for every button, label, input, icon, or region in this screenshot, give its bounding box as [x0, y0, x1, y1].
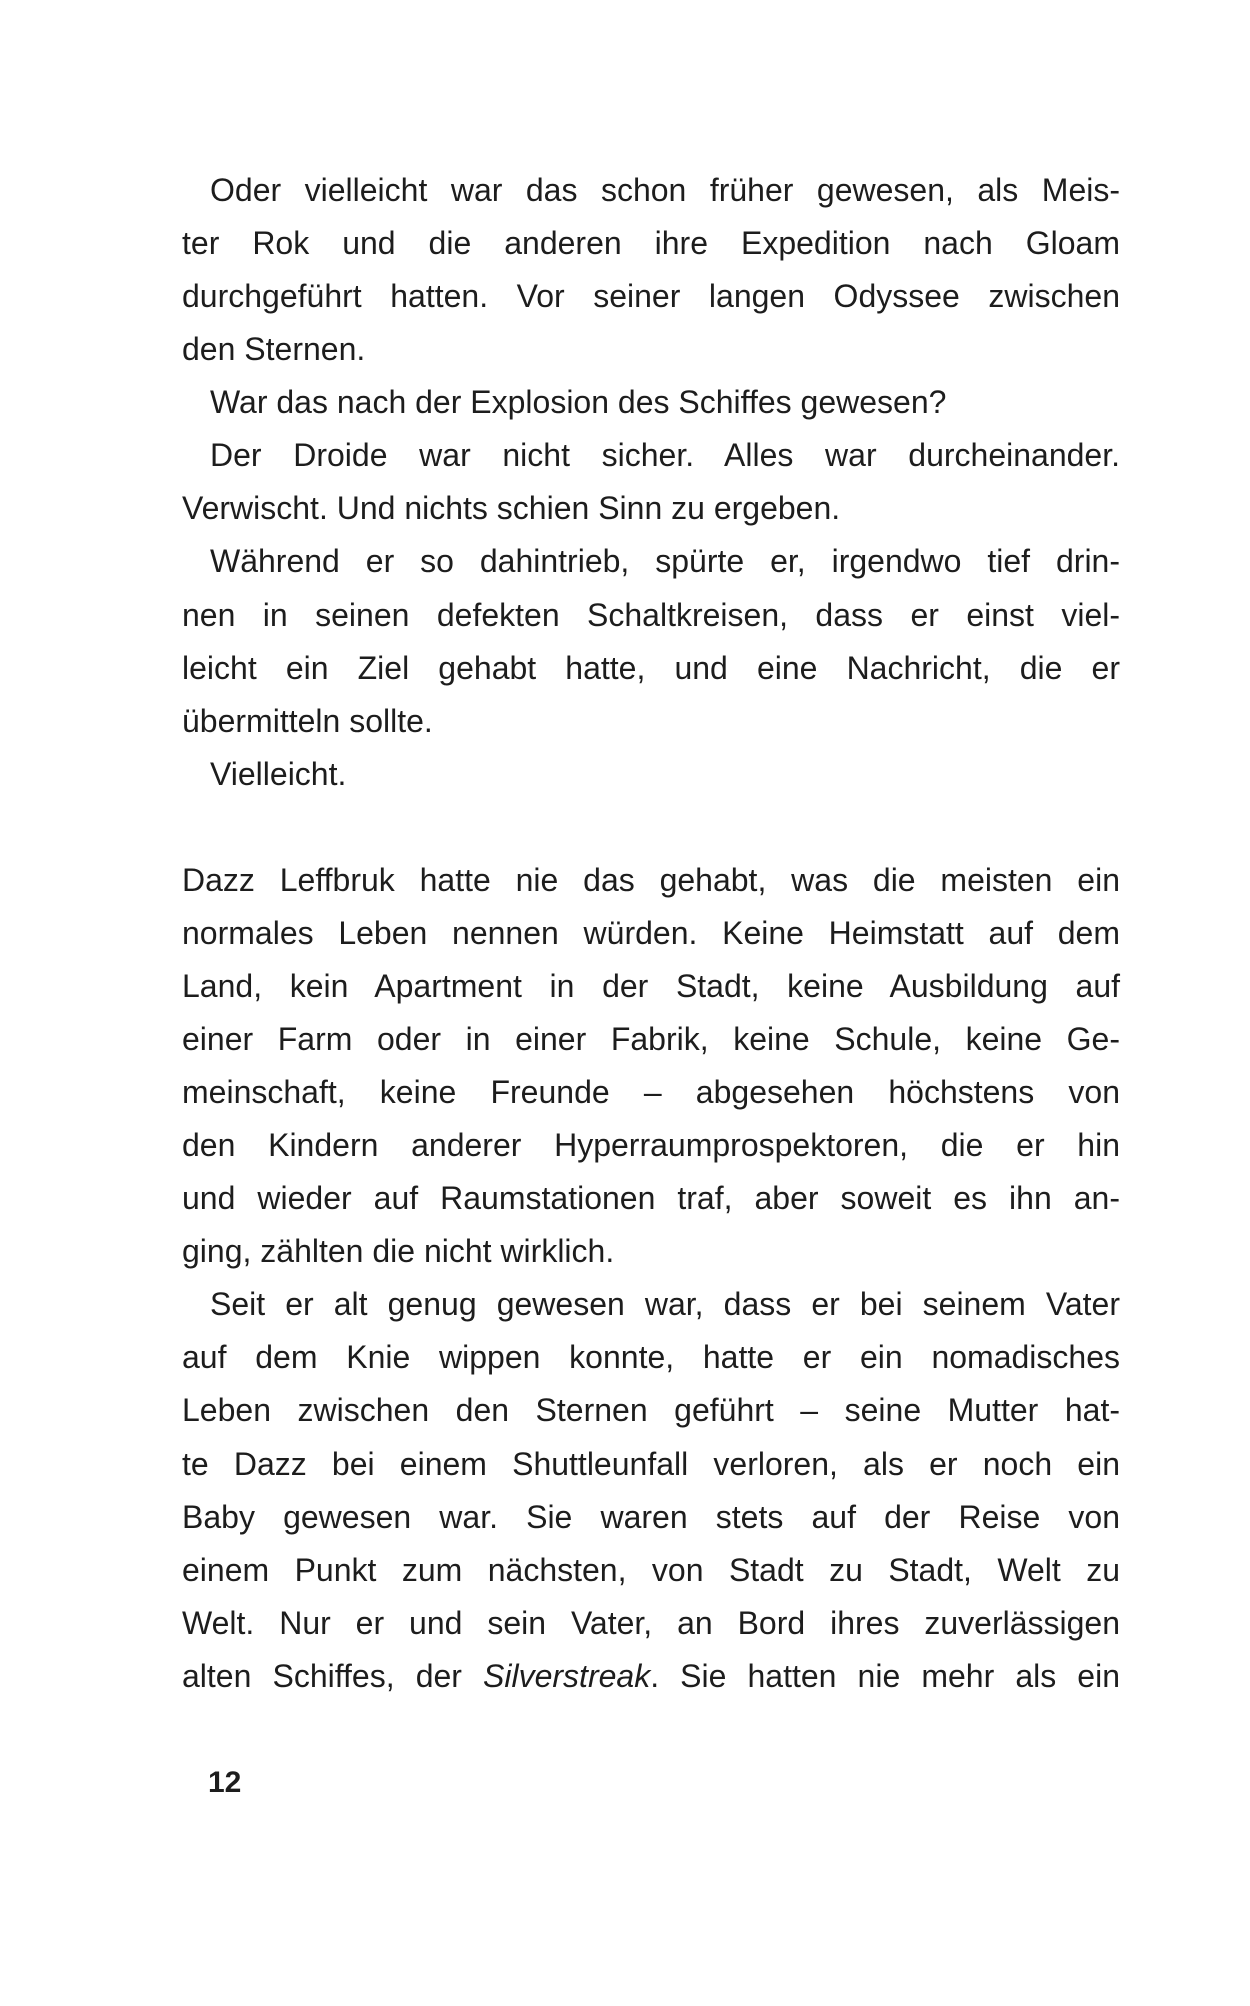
- text-line: War das nach der Explosion des Schiffes gewesen?: [210, 384, 947, 421]
- text-line: Oder vielleicht war das schon früher gewesen, als Meis-: [210, 172, 1120, 208]
- text-line: [182, 1650, 1120, 1703]
- text-line: Verwischt. Und nichts schien Sinn zu ergeben.: [182, 490, 841, 527]
- text-line: einer Farm oder in einer Fabrik, keine Schule, keine Ge-: [182, 1021, 1120, 1057]
- paragraph-break: [182, 801, 1120, 854]
- text-line: nen in seinen defekten Schaltkreisen, dass er einst viel-: [182, 596, 1120, 633]
- text-line: übermitteln sollte.: [182, 702, 433, 739]
- text-line: Der Droide war nicht sicher. Alles war durcheinander.: [210, 437, 1120, 474]
- text-line: den Kindern anderer Hyperraumprospektoren, die er hin: [182, 1127, 1120, 1164]
- text-line: normales Leben nennen würden. Keine Heimstatt auf dem: [182, 914, 1120, 951]
- text-line: auf dem Knie wippen konnte, hatte er ein nomadisches: [182, 1339, 1120, 1376]
- text-line: ter Rok und die anderen ihre Expedition nach Gloam: [182, 225, 1120, 262]
- text-line: Seit er alt genug gewesen war, dass er bei seinem Vater: [210, 1286, 1120, 1323]
- text-segment: alten Schiffes, der: [182, 1657, 484, 1694]
- text-line: Land, kein Apartment in der Stadt, keine Ausbildung auf: [182, 967, 1120, 1004]
- page-number: 12: [208, 1766, 242, 1799]
- text-line: Leben zwischen den Sternen geführt – seine Mutter hat-: [182, 1392, 1120, 1429]
- text-line: leicht ein Ziel gehabt hatte, und eine Nachricht, die er: [182, 649, 1120, 686]
- text-line: te Dazz bei einem Shuttleunfall verloren, als er noch ein: [182, 1445, 1120, 1482]
- text-line: einem Punkt zum nächsten, von Stadt zu Stadt, Welt zu: [182, 1551, 1120, 1588]
- body-text: [182, 164, 1120, 1703]
- text-line: und wieder auf Raumstationen traf, aber soweit es ihn an-: [182, 1180, 1120, 1217]
- text-line: Baby gewesen war. Sie waren stets auf der Reise von: [182, 1498, 1120, 1535]
- text-line: Dazz Leffbruk hatte nie das gehabt, was die meisten ein: [182, 861, 1120, 898]
- text-segment: . Sie hatten nie mehr als ein: [650, 1657, 1121, 1694]
- text-line: Vielleicht.: [210, 755, 347, 792]
- text-line: den Sternen.: [182, 331, 366, 368]
- text-line: durchgeführt hatten. Vor seiner langen Odyssee zwischen: [182, 278, 1120, 315]
- text-line: Während er so dahintrieb, spürte er, irgendwo tief drin-: [210, 543, 1120, 580]
- text-line: ging, zählten die nicht wirklich.: [182, 1233, 615, 1270]
- text-line: meinschaft, keine Freunde – abgesehen höchstens von: [182, 1074, 1120, 1111]
- ship-name-italic: Silverstreak: [483, 1657, 651, 1694]
- text-line: Welt. Nur er und sein Vater, an Bord ihres zuverlässigen: [182, 1604, 1120, 1641]
